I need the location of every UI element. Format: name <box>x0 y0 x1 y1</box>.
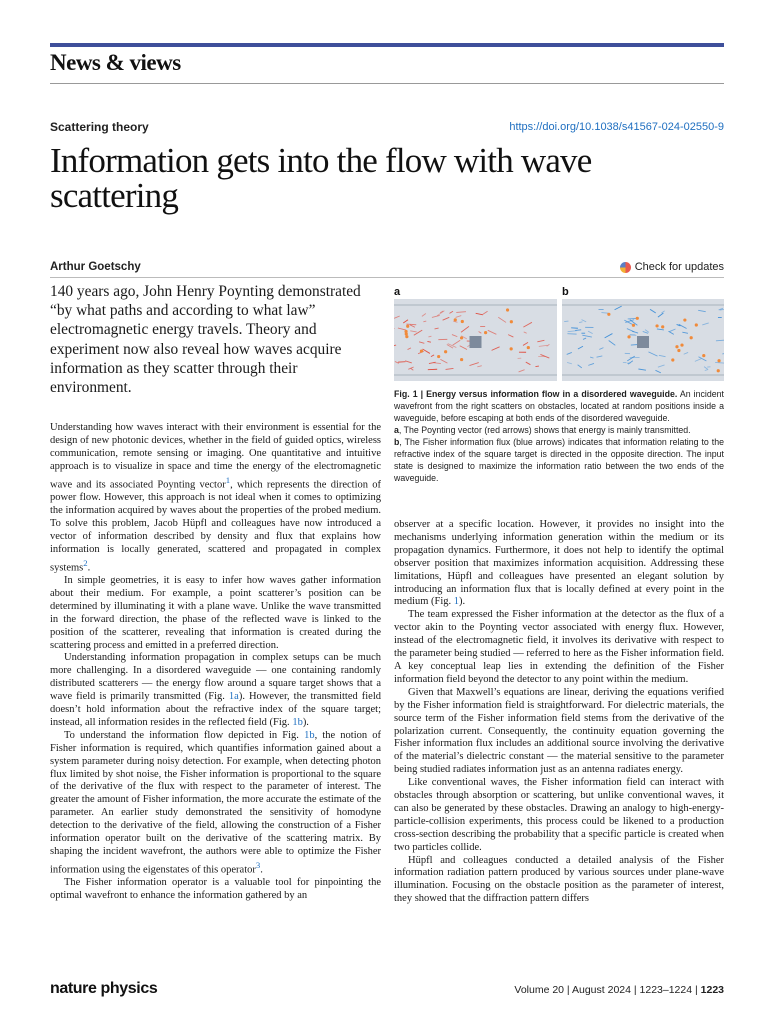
check-updates-label: Check for updates <box>634 261 724 273</box>
standfirst: 140 years ago, John Henry Poynting demonstrated “by what paths and according to what law” electromagnetic energy travels. Theory and experiment now also reveal how waves acquire information as they scatter through their environment. <box>50 283 361 397</box>
caption-title: Fig. 1 | Energy versus information flow in a disordered waveguide. <box>394 389 678 399</box>
flow-arrow <box>419 342 424 343</box>
reference-link[interactable]: 3 <box>255 859 261 870</box>
flow-arrow <box>456 312 466 313</box>
scatterer <box>683 318 686 321</box>
flow-arrow <box>539 345 547 346</box>
footer-volume: Volume 20 | August 2024 | 1223–1224 | <box>514 984 701 996</box>
flow-arrow <box>443 317 450 320</box>
flow-arrow <box>578 365 582 368</box>
flow-arrow <box>705 369 708 370</box>
reference-link[interactable]: 2 <box>83 557 88 568</box>
flow-arrow <box>661 311 664 313</box>
flow-arrow <box>461 326 469 332</box>
flow-arrow <box>609 341 616 346</box>
flow-arrow <box>414 330 422 335</box>
flow-arrow <box>583 338 586 339</box>
scatterer <box>454 318 457 321</box>
author-rule <box>50 277 724 278</box>
paragraph: In simple geometries, it is easy to infer how waves gather information about their medium. For example, a point scatterer’s position can be determined by illuminating it with a plane wave. Unlike the wave transmitted in the forward direction, the phase of the reflected wave is linked to the position of the scatterer, revealing that information is created during the scattering process and emitted in a preferred direction. <box>50 574 381 651</box>
scatterer <box>510 347 513 350</box>
scatterer <box>460 358 463 361</box>
text-run: ). <box>302 716 309 728</box>
article-kicker: Scattering theory <box>50 120 149 134</box>
flow-arrow <box>597 356 603 357</box>
flow-arrow <box>405 361 412 363</box>
flow-arrow <box>658 313 663 317</box>
body-column-left <box>50 422 381 903</box>
flow-arrow <box>567 362 572 363</box>
flow-arrow <box>479 331 482 333</box>
flow-arrow <box>526 362 531 365</box>
scatterer <box>405 335 408 338</box>
scatterer <box>690 336 693 339</box>
figure-link[interactable]: 1 <box>453 596 460 608</box>
flow-arrow <box>684 352 688 354</box>
flow-arrow <box>498 317 506 322</box>
flow-arrow <box>431 355 434 357</box>
scatterer <box>506 308 509 311</box>
flow-arrow <box>432 315 440 317</box>
scatterer <box>671 358 674 361</box>
text-run: To understand the information flow depicted in Fig. <box>64 729 305 741</box>
flow-arrow <box>411 368 414 370</box>
scatterer <box>420 349 423 352</box>
caption-b-label: b <box>394 437 400 447</box>
paragraph: Like conventional waves, the Fisher information field can interact with obstacles through absorption or scattering, but unlike conventional waves, it can also be generated by these obstacles. Drawing an analogy to high-energy-particle-collision experiments, this process could be likened to a production cross-section describing the probability that a specific particle is created when two particles collide. <box>394 777 724 853</box>
scatterer <box>460 336 463 339</box>
scatterer <box>461 320 464 323</box>
flow-arrow <box>615 306 622 310</box>
article-title: Information gets into the flow with wave scattering <box>50 141 592 215</box>
paragraph <box>394 519 724 609</box>
caption-a-text: , The Poynting vector (red arrows) shows that energy is mainly transmitted. <box>398 425 691 435</box>
scatterer <box>607 313 610 316</box>
scatterer <box>717 369 720 372</box>
flow-arrow <box>567 352 572 354</box>
scatterer <box>627 335 630 338</box>
scatterer <box>405 332 408 335</box>
text-run: ). However, the transmitted field doesn’t hold information about the refractive index of the square target; instead, all information resides in the reflected field (Fig. <box>50 691 381 728</box>
flow-arrow <box>628 318 637 319</box>
scatterer <box>510 320 513 323</box>
flow-arrow <box>423 349 430 353</box>
scatterer <box>655 324 658 327</box>
footer-info <box>514 984 724 996</box>
flow-arrow <box>446 368 454 369</box>
header-rule <box>50 83 724 84</box>
flow-arrow <box>410 325 415 327</box>
flow-arrow <box>435 328 439 329</box>
section-title: News & views <box>50 50 181 75</box>
flow-arrow <box>524 332 527 333</box>
figure-label-b: b <box>562 286 569 298</box>
paragraph <box>50 652 381 729</box>
flow-arrow <box>659 355 666 356</box>
text-run: . <box>260 864 263 876</box>
flow-arrow <box>716 340 724 341</box>
flow-arrow <box>394 345 396 347</box>
scatterer <box>695 323 698 326</box>
paragraph: The team expressed the Fisher information at the detector as the flux of a vector akin to the Poynting vector associated with energy flux. However, instead of the electromagnetic field, it involves its derivative with respect to the parameter being studied — referred to here as the Fisher information field. A key conceptual leap lies in extending the definition of the Fisher information field beyond the detector to any point within the medium. <box>394 609 724 685</box>
paragraph <box>50 422 381 575</box>
flow-arrow <box>658 365 665 367</box>
flow-arrow <box>408 348 411 350</box>
figure-1 <box>394 286 724 381</box>
text-run: ). <box>459 596 466 608</box>
accent-bar <box>50 43 724 47</box>
flow-arrow <box>670 329 676 332</box>
flow-arrow <box>601 313 608 314</box>
flow-arrow <box>590 357 593 358</box>
paragraph: Given that Maxwell’s equations are linear, deriving the equations verified by the Fisher information field is straightforward. For dielectric materials, the source term of the Fisher information field stems from the derivative of the polarization current. Consequently, the continuity equation governing the Fisher information flux includes an additional source involving the derivative of the material’s dielectric constant — the material sensitive to the parameter being studied radiates information just as an antenna radiates energy. <box>394 686 724 776</box>
paragraph: The Fisher information operator is a valuable tool for pinpointing the optimal wavefront to enhance the information gathered by an <box>50 877 381 902</box>
flow-arrow <box>483 311 488 314</box>
flow-arrow <box>394 316 400 318</box>
flow-arrow <box>655 370 660 373</box>
flow-arrow <box>449 311 453 313</box>
flow-arrow <box>638 369 646 370</box>
flow-arrow <box>628 361 633 364</box>
flow-arrow <box>508 335 513 337</box>
flow-arrow <box>695 359 702 362</box>
flow-arrow <box>488 330 497 334</box>
flow-arrow <box>648 352 657 356</box>
paragraph: Hüpfl and colleagues conducted a detailed analysis of the Fisher information radiation pattern produced by various sources under plane-wave illumination. Focusing on the obstacle position as the parameter of interest, they showed that the diffraction pattern differs <box>394 854 724 905</box>
flow-arrow <box>403 320 408 323</box>
flow-arrow <box>456 316 462 318</box>
flow-arrow <box>704 367 708 370</box>
flow-arrow <box>702 323 708 325</box>
flow-arrow <box>523 342 528 345</box>
figure-link[interactable]: 1b <box>304 729 315 741</box>
caption-b-text: , The Fisher information flux (blue arrows) indicates that information relating to the refractive index of the square target is directed in the opposite direction. The input state is designed to maximize the information ratio between the two ends of the waveguide. <box>394 437 724 483</box>
flow-arrow <box>698 357 706 361</box>
crossmark-icon <box>620 262 631 273</box>
reference-link[interactable]: 1 <box>225 474 231 485</box>
scatterer <box>484 331 487 334</box>
scatterer <box>636 317 639 320</box>
flow-arrow <box>422 313 426 316</box>
flow-arrow <box>578 346 583 349</box>
poynting-vector-field <box>394 299 557 381</box>
text-run: Understanding information propagation in complex setups can be much more challenging. In a disordered waveguide — one containing randomly distributed scatterers — the energy flow around a square target shows that a wave field is primarily transmitted (Fig. <box>50 652 381 703</box>
flow-arrow <box>579 322 582 323</box>
doi-link[interactable]: https://doi.org/10.1038/s41567-024-02550-9 <box>509 121 724 133</box>
flow-arrow <box>428 336 431 337</box>
figure-link[interactable]: 1b <box>292 716 303 728</box>
scatterer <box>632 324 635 327</box>
scatterer <box>406 325 409 328</box>
flow-arrow <box>460 346 467 350</box>
flow-arrow <box>668 331 673 334</box>
flow-arrow <box>476 313 483 315</box>
scatterer <box>437 355 440 358</box>
flow-arrow <box>469 363 478 366</box>
flow-arrow <box>588 331 593 334</box>
author-name: Arthur Goetschy <box>50 261 141 273</box>
journal-logo: nature physics <box>50 980 158 997</box>
flow-arrow <box>477 366 481 367</box>
flow-arrow <box>582 335 592 337</box>
scatterer <box>527 346 530 349</box>
figure-caption <box>394 388 724 484</box>
paragraph <box>50 730 381 877</box>
text-run: , the notion of Fisher information is required, which quantifies information gained about a system parameter during noisy detection. For example, when detecting photon flux limited by shot noise, the Fisher information is proportional to the square of the derivative of the flux with respect to the parameter of interest. The greater the amount of Fisher information, the more accurate the estimate of the parameter. An earlier study demonstrated the sensitivity of homodyne detection to the derivative of the field, allowing the construction of a Fisher information operator built on the derivative of the scattering matrix. By shaping the incident wavefront, the authors were able to optimize the Fisher information using the eigenstates of this operator <box>50 729 381 876</box>
flow-arrow <box>650 309 656 313</box>
flow-arrow <box>605 334 613 338</box>
figure-link[interactable]: 1a <box>228 691 239 703</box>
scatterer <box>677 349 680 352</box>
scatterer <box>717 359 720 362</box>
caption-a-label: a <box>394 425 399 435</box>
text-run: Understanding how waves interact with their environment is essential for the design of new photonic devices, whether in the field of guided optics, wireless communication, remote sensing or imaging. One quantitative and intuitive approach is to visualize in space and time the energy of the electromagnetic wave and its associated Poynting vector <box>50 422 381 491</box>
flow-arrow <box>568 331 577 332</box>
check-updates-button[interactable] <box>620 261 724 273</box>
scatterer <box>661 325 664 328</box>
flow-arrow <box>588 363 594 365</box>
figure-panel-a <box>394 299 557 381</box>
figure-panel-b <box>562 299 724 381</box>
figure-label-a: a <box>394 286 401 298</box>
flow-arrow <box>698 310 706 311</box>
flow-arrow <box>410 331 416 332</box>
flow-arrow <box>519 370 525 372</box>
flow-arrow <box>722 352 724 353</box>
text-run: . <box>87 562 91 574</box>
flow-arrow <box>452 335 457 337</box>
text-run: observer at a specific location. However, it provides no insight into the mechanisms underlying information generation within the medium or its propagation dynamics. Furthermore, it does not help to identify the optimal observer position that maximizes information acquisition. Addressing these limitations, Hüpfl and colleagues have presented an elegant solution by introducing an information flux that is locally defined at every point in the medium (Fig. <box>394 519 724 608</box>
flow-arrow <box>715 362 724 363</box>
flow-arrow <box>645 330 649 333</box>
scatterer <box>680 343 683 346</box>
caption-text: An incident wavefront from the right scatters on obstacles, located at random positions inside a waveguide, before escaping at both ends of the disordered waveguide. <box>394 389 725 423</box>
text-run: , which represents the direction of power flow. However, this approach is not ideal when it comes to optimizing the information acquired by waves about the properties of the probed medium. To solve this problem, Jacob Hüpfl and colleagues have now introduced a vector of information described by density and flux that explains how information is locally generated, scattered and propagated in complex systems <box>50 479 382 574</box>
square-target <box>470 336 482 348</box>
flow-arrow <box>627 356 634 361</box>
flow-arrow <box>440 359 447 363</box>
flow-arrow <box>398 328 406 330</box>
scatterer <box>675 345 678 348</box>
flow-arrow <box>427 341 430 342</box>
flow-arrow <box>657 329 664 330</box>
scatterer <box>702 354 705 357</box>
flow-arrow <box>679 324 687 328</box>
square-target <box>637 336 649 348</box>
body-column-right <box>394 519 724 906</box>
flow-arrow <box>627 329 635 332</box>
flow-arrow <box>599 348 603 350</box>
flow-arrow <box>682 332 688 333</box>
fisher-information-flux-field <box>562 299 724 381</box>
flow-arrow <box>523 322 532 327</box>
page-number: 1223 <box>700 984 724 996</box>
flow-arrow <box>423 321 426 322</box>
flow-arrow <box>492 347 500 351</box>
flow-arrow <box>537 340 544 341</box>
scatterer <box>444 350 447 353</box>
flow-arrow <box>453 340 460 345</box>
